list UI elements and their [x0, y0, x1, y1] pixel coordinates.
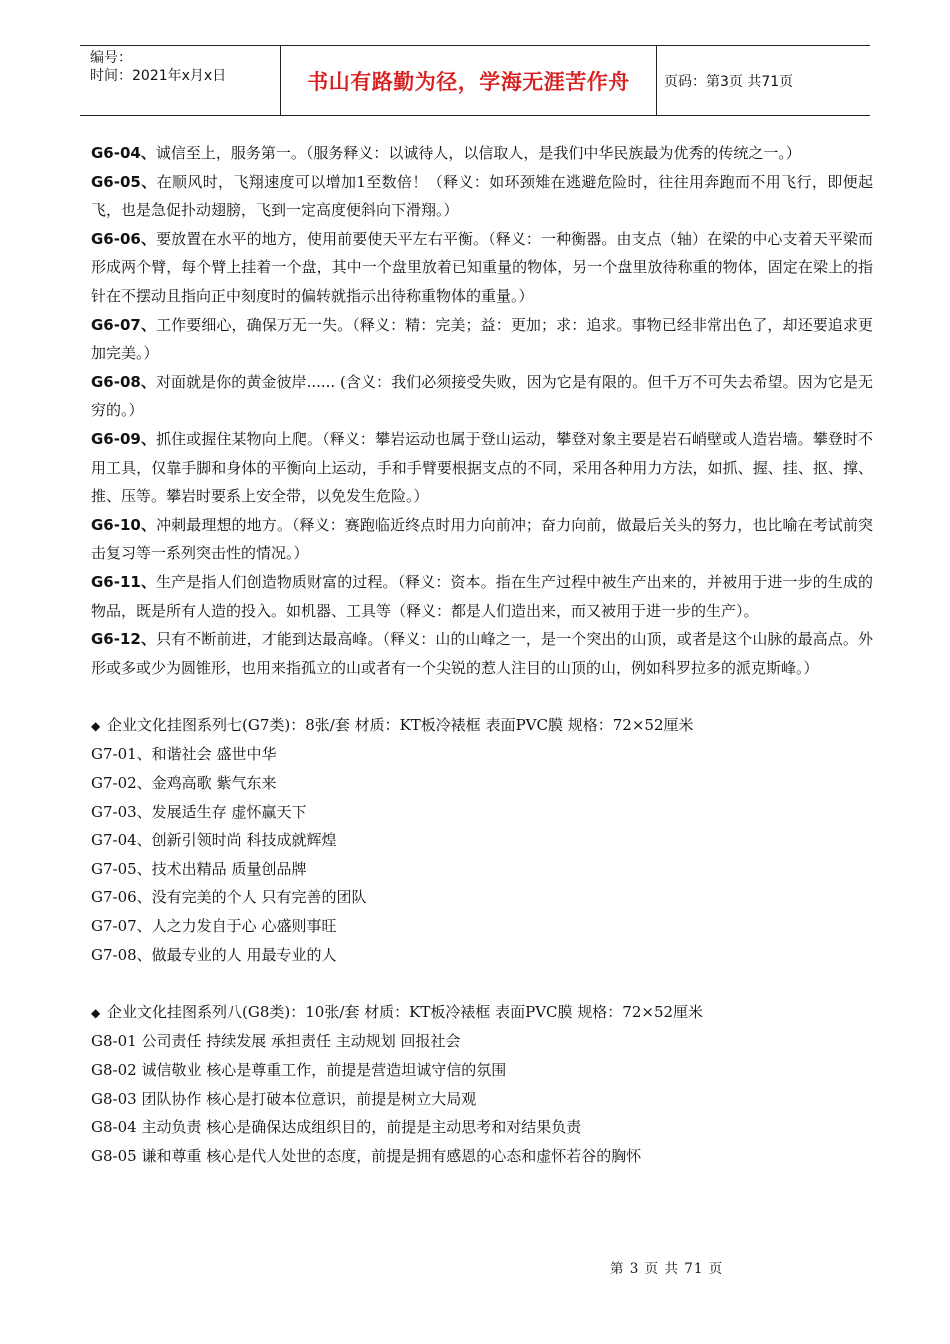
- g7-item: G7-01、和谐社会 盛世中华: [91, 745, 277, 764]
- g6-entry: [91, 625, 873, 682]
- entry-code: G6-06: [91, 229, 141, 248]
- entry-separator: 、: [140, 172, 157, 191]
- entry-code: G6-05: [91, 172, 141, 191]
- entry-code: G6-07: [91, 315, 141, 334]
- entry-text: 工作要细心，确保万无一失。（释义：精：完美；益：更加；求：追求。事物已经非常出色了，却还要追求更加完美。）: [91, 315, 873, 363]
- entry-code: G6-09: [91, 429, 141, 448]
- entry-text: 生产是指人们创造物质财富的过程。（释义：资本。指在生产过程中被生产出来的，并被用于进一步的生成的物品，既是所有人造的投入。如机器、工具等（释义：都是人们造出来，而又被用于进一步的生产）。: [91, 572, 873, 620]
- g8-item: G8-03 团队协作 核心是打破本位意识，前提是树立大局观: [91, 1089, 477, 1108]
- diamond-bullet-icon: ◆: [91, 1005, 101, 1020]
- header-motto-cell: [280, 46, 657, 115]
- g7-heading: [91, 711, 873, 741]
- section-spacer: [91, 969, 873, 998]
- g8-section: [91, 998, 873, 1171]
- header-page-info: 页码：第3页 共71页: [664, 73, 794, 90]
- section-spacer: [91, 682, 873, 711]
- g7-item: G7-04、创新引领时尚 科技成就辉煌: [91, 831, 337, 850]
- diamond-bullet-icon: ◆: [91, 718, 101, 733]
- entry-text: 冲刺最理想的地方。（释义：赛跑临近终点时用力向前冲；奋力向前，做最后关头的努力，也比喻在考试前突击复习等一系列突击性的情况。）: [91, 515, 873, 563]
- header-page-cell: [656, 46, 870, 115]
- entry-separator: 、: [140, 144, 156, 162]
- g8-item: G8-05 谦和尊重 核心是代人处世的态度，前提是拥有感恩的心态和虚怀若谷的胸怀: [91, 1146, 642, 1165]
- g7-section: [91, 711, 873, 969]
- document-header: [80, 45, 870, 116]
- entry-text: 在顺风时，飞翔速度可以增加1至数倍！（释义：如环颈雉在逃避危险时，往往用奔跑而不用飞行，即便起飞，也是急促扑动翅膀，飞到一定高度便斜向下滑翔。）: [91, 172, 873, 220]
- entry-code: G6-04: [91, 144, 141, 162]
- entry-code: G6-08: [91, 372, 141, 391]
- g6-entry-list: [91, 139, 873, 682]
- g8-item: G8-02 诚信敬业 核心是尊重工作，前提是营造坦诚守信的氛围: [91, 1061, 507, 1079]
- header-number-label: 编号：: [90, 50, 132, 66]
- entry-separator: 、: [140, 515, 157, 534]
- g6-entry: [91, 168, 873, 225]
- g6-entry: [91, 225, 873, 311]
- header-time-label: 时间：2021年x月x日: [90, 68, 227, 84]
- entry-code: G6-12: [91, 630, 141, 649]
- document-body: [91, 139, 873, 1170]
- g8-item: G8-01 公司责任 持续发展 承担责任 主动规划 回报社会: [91, 1032, 461, 1051]
- entry-code: G6-11: [91, 572, 141, 591]
- entry-separator: 、: [140, 372, 156, 391]
- entry-separator: 、: [140, 229, 157, 248]
- entry-separator: 、: [140, 630, 157, 649]
- g6-entry: [91, 511, 873, 568]
- entry-separator: 、: [140, 315, 157, 334]
- entry-text: 只有不断前进，才能到达最高峰。（释义：山的山峰之一，是一个突出的山顶，或者是这个山脉的最高点。外形或多或少为圆锥形，也用来指孤立的山或者有一个尖锐的惹人注目的山顶的山，例如科罗拉多的派克斯峰。）: [91, 630, 873, 677]
- g6-entry: [91, 368, 873, 425]
- g7-item: G7-03、发展适生存 虚怀赢天下: [91, 802, 307, 821]
- page-footer: 第 3 页 共 71 页: [610, 1261, 724, 1277]
- g7-item: G7-07、人之力发自于心 心盛则事旺: [91, 917, 337, 936]
- g8-item: G8-04 主动负责 核心是确保达成组织目的，前提是主动思考和对结果负责: [91, 1118, 582, 1137]
- header-meta-cell: [80, 46, 280, 115]
- g6-entry: [91, 311, 873, 368]
- g6-entry: [91, 425, 873, 511]
- entry-text: 对面就是你的黄金彼岸...... (含义：我们必须接受失败，因为它是有限的。但千万不可失去希望。因为它是无穷的。）: [91, 372, 873, 420]
- g7-item: G7-06、没有完美的个人 只有完善的团队: [91, 888, 367, 907]
- entry-text: 诚信至上，服务第一。（服务释义：以诚待人，以信取人，是我们中华民族最为优秀的传统之一。）: [155, 144, 801, 162]
- g8-heading-text: 企业文化挂图系列八(G8类)：10张/套 材质：KT板冷裱框 表面PVC膜 规格：72×52厘米: [107, 1002, 704, 1021]
- entry-separator: 、: [140, 429, 157, 448]
- g8-heading: [91, 998, 873, 1028]
- entry-text: 抓住或握住某物向上爬。（释义：攀岩运动也属于登山运动，攀登对象主要是岩石峭壁或人造岩墙。攀登时不用工具，仅靠手脚和身体的平衡向上运动，手和手臂要根据支点的不同，采用各种用力方法，如抓、握、挂、抠、撑、推、压等。攀岩时要系上安全带，以免发生危险。）: [91, 429, 873, 506]
- g7-item: G7-05、技术出精品 质量创品牌: [91, 859, 307, 878]
- entry-code: G6-10: [91, 515, 141, 534]
- g7-item: G7-02、金鸡高歌 紫气东来: [91, 774, 277, 793]
- g7-heading-text: 企业文化挂图系列七(G7类)：8张/套 材质：KT板冷裱框 表面PVC膜 规格：72×52厘米: [107, 715, 694, 734]
- g6-entry: [91, 139, 873, 168]
- g6-entry: [91, 568, 873, 625]
- g7-item: G7-08、做最专业的人 用最专业的人: [91, 945, 337, 964]
- entry-separator: 、: [140, 572, 157, 591]
- header-motto: 书山有路勤为径，学海无涯苦作舟: [307, 69, 630, 94]
- entry-text: 要放置在水平的地方，使用前要使天平左右平衡。（释义：一种衡器。由支点（轴）在梁的中心支着天平梁而形成两个臂，每个臂上挂着一个盘，其中一个盘里放着已知重量的物体，另一个盘里放待称重的物体，固定在梁上的指针在不摆动且指向正中刻度时的偏转就指示出待称重物体的重量。）: [91, 229, 873, 305]
